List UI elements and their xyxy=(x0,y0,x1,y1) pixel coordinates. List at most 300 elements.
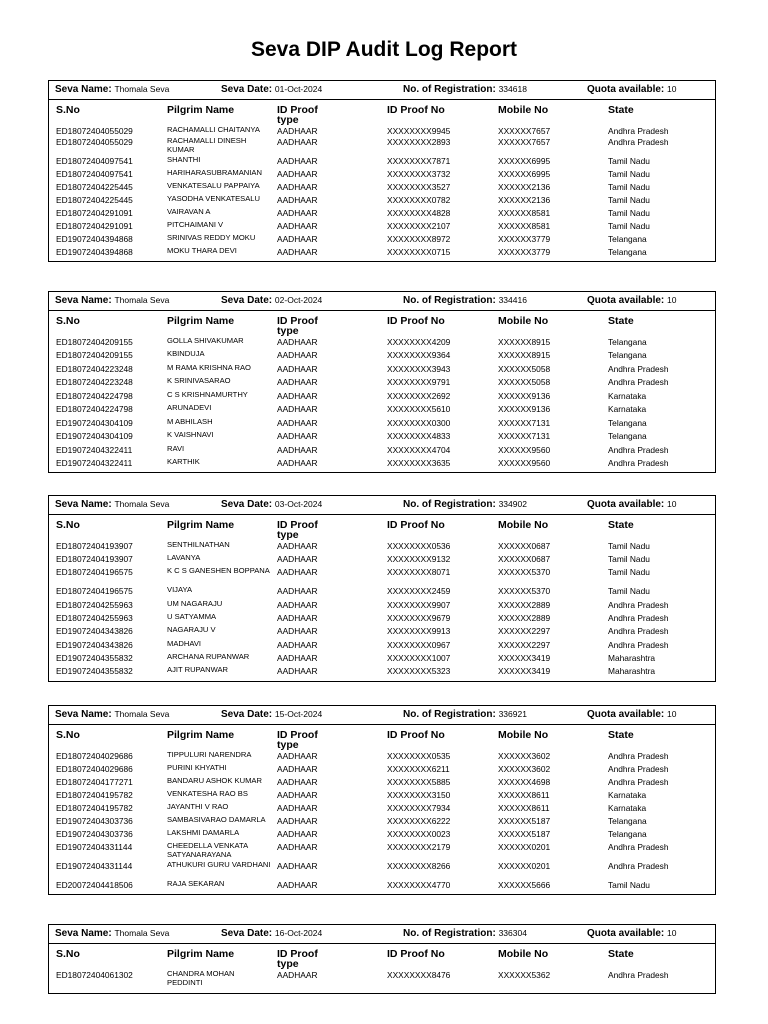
table-cell: XXXXXXXX3635 xyxy=(387,458,451,468)
table-cell: JAYANTHI V RAO xyxy=(167,802,229,811)
seva-header xyxy=(49,292,715,311)
table-cell: ED18072404029686 xyxy=(56,764,133,774)
table-cell: XXXXXX3419 xyxy=(498,653,551,663)
column-header: S.No xyxy=(56,315,80,327)
table-cell: ED18072404193907 xyxy=(56,541,133,551)
column-header: Mobile No xyxy=(498,519,549,531)
seva-block xyxy=(48,291,716,473)
table-cell: XXXXXX2297 xyxy=(498,640,551,650)
table-cell: XXXXXXXX3732 xyxy=(387,169,451,179)
table-cell: AADHAAR xyxy=(277,600,318,610)
table-cell: XXXXXXXX0535 xyxy=(387,751,451,761)
table-cell: Andhra Pradesh xyxy=(608,777,669,787)
table-cell: AADHAAR xyxy=(277,418,318,428)
registration-count xyxy=(403,295,527,306)
table-cell: XXXXXXXX4209 xyxy=(387,337,451,347)
table-cell: XXXXXXXX3943 xyxy=(387,364,451,374)
seva-name-value: Thomala Seva xyxy=(114,499,170,509)
table-cell: XXXXXXXX9791 xyxy=(387,377,451,387)
seva-date-value: 02-Oct-2024 xyxy=(274,295,323,305)
table-cell: XXXXXXXX2459 xyxy=(387,586,451,596)
seva-block xyxy=(48,80,716,262)
table-cell: XXXXXX2889 xyxy=(498,600,551,610)
seva-date-label: Seva Date: xyxy=(221,499,273,510)
column-header: Mobile No xyxy=(498,729,549,741)
table-row xyxy=(49,207,715,220)
seva-date-value: 16-Oct-2024 xyxy=(274,928,323,938)
seva-name-value: Thomala Seva xyxy=(114,928,170,938)
table-cell: Tamil Nadu xyxy=(608,221,650,231)
table-cell: ED18072404055029 xyxy=(56,137,133,147)
table-cell: XXXXXXXX9907 xyxy=(387,600,451,610)
table-cell: AADHAAR xyxy=(277,350,318,360)
table-cell: ED18072404196575 xyxy=(56,586,133,596)
seva-date xyxy=(221,928,322,939)
table-cell: ATHUKURI GURU VARDHANI xyxy=(167,860,271,869)
table-cell: MOKU THARA DEVI xyxy=(167,246,237,255)
registration-count xyxy=(403,499,527,510)
table-cell: ED18072404055029 xyxy=(56,126,133,136)
table-cell: XXXXXXXX4770 xyxy=(387,880,451,890)
table-cell: Karnataka xyxy=(608,404,647,414)
table-cell: XXXXXXXX9945 xyxy=(387,126,451,136)
table-cell: XXXXXXXX8071 xyxy=(387,567,451,577)
table-cell: ED19072404355832 xyxy=(56,666,133,676)
table-cell: ED18072404255963 xyxy=(56,600,133,610)
table-cell: AADHAAR xyxy=(277,221,318,231)
seva-name-value: Thomala Seva xyxy=(114,295,170,305)
table-cell: Andhra Pradesh xyxy=(608,764,669,774)
table-cell: XXXXXXXX9913 xyxy=(387,626,451,636)
registration-count-value: 334618 xyxy=(498,84,527,94)
column-header: S.No xyxy=(56,948,80,960)
table-cell: ED19072404322411 xyxy=(56,445,133,455)
table-cell: Tamil Nadu xyxy=(608,182,650,192)
column-header: ID Proof No xyxy=(387,315,445,327)
seva-date-label: Seva Date: xyxy=(221,84,273,95)
table-cell: SENTHILNATHAN xyxy=(167,540,230,549)
table-cell: Andhra Pradesh xyxy=(608,126,669,136)
table-cell: RACHAMALLI DINESH KUMAR xyxy=(167,136,247,154)
table-cell: ARUNADEVI xyxy=(167,403,212,412)
table-cell: Telangana xyxy=(608,247,647,257)
table-cell: K VAISHNAVI xyxy=(167,430,214,439)
table-cell: XXXXXX5370 xyxy=(498,567,551,577)
table-row xyxy=(49,390,715,403)
table-row xyxy=(49,599,715,612)
table-cell: ED18072404224798 xyxy=(56,391,133,401)
table-cell: Maharashtra xyxy=(608,653,656,663)
table-cell: RACHAMALLI CHAITANYA xyxy=(167,125,260,134)
table-cell: AADHAAR xyxy=(277,137,318,147)
column-header: State xyxy=(608,519,634,531)
table-cell: Andhra Pradesh xyxy=(608,445,669,455)
table-cell: ED18072404225445 xyxy=(56,195,133,205)
table-cell: M ABHILASH xyxy=(167,417,213,426)
table-cell: ED18072404291091 xyxy=(56,221,133,231)
quota-available xyxy=(587,928,677,939)
table-row xyxy=(49,136,715,155)
column-header: ID Proof type xyxy=(277,729,318,751)
table-cell: RAJA SEKARAN xyxy=(167,879,225,888)
table-row xyxy=(49,802,715,815)
table-cell: XXXXXX6995 xyxy=(498,156,551,166)
table-cell: AADHAAR xyxy=(277,541,318,551)
table-cell: XXXXXX4698 xyxy=(498,777,551,787)
table-cell: AADHAAR xyxy=(277,169,318,179)
table-cell: ED18072404255963 xyxy=(56,613,133,623)
column-header: S.No xyxy=(56,519,80,531)
table-cell: Andhra Pradesh xyxy=(608,626,669,636)
table-cell: XXXXXXXX2893 xyxy=(387,137,451,147)
table-cell: VENKATESALU PAPPAIYA xyxy=(167,181,260,190)
table-cell: BANDARU ASHOK KUMAR xyxy=(167,776,262,785)
seva-date-label: Seva Date: xyxy=(221,709,273,720)
table-cell: U SATYAMMA xyxy=(167,612,217,621)
table-row xyxy=(49,639,715,652)
table-cell: AJIT RUPANWAR xyxy=(167,665,229,674)
table-cell: XXXXXX7657 xyxy=(498,126,551,136)
table-cell: Andhra Pradesh xyxy=(608,640,669,650)
seva-date-label: Seva Date: xyxy=(221,295,273,306)
table-cell: LAVANYA xyxy=(167,553,201,562)
table-cell: AADHAAR xyxy=(277,842,318,852)
table-cell: XXXXXX3602 xyxy=(498,764,551,774)
table-cell: AADHAAR xyxy=(277,445,318,455)
seva-name-label: Seva Name: xyxy=(55,499,112,510)
column-header: ID Proof type xyxy=(277,519,318,541)
table-cell: AADHAAR xyxy=(277,666,318,676)
table-cell: XXXXXXXX0967 xyxy=(387,640,451,650)
table-cell: XXXXXXXX8972 xyxy=(387,234,451,244)
table-cell: ED19072404322411 xyxy=(56,458,133,468)
table-cell: KARTHIK xyxy=(167,457,200,466)
table-cell: AADHAAR xyxy=(277,764,318,774)
report-title: Seva DIP Audit Log Report xyxy=(250,38,518,61)
quota-available xyxy=(587,499,677,510)
column-header-row xyxy=(49,515,715,540)
table-cell: SAMBASIVARAO DAMARLA xyxy=(167,815,266,824)
table-cell: AADHAAR xyxy=(277,234,318,244)
table-cell: HARIHARASUBRAMANIAN xyxy=(167,168,262,177)
table-cell: ED18072404061302 xyxy=(56,970,133,980)
table-cell: XXXXXX8581 xyxy=(498,208,551,218)
table-cell: LAKSHMI DAMARLA xyxy=(167,828,240,837)
registration-count-value: 336304 xyxy=(498,928,527,938)
table-cell: PITCHAIMANI V xyxy=(167,220,224,229)
column-header: State xyxy=(608,948,634,960)
registration-count-label: No. of Registration: xyxy=(403,84,496,95)
table-cell: ED19072404394868 xyxy=(56,234,133,244)
table-cell: Telangana xyxy=(608,829,647,839)
table-cell: ED18072404097541 xyxy=(56,156,133,166)
table-cell: ED18072404177271 xyxy=(56,777,133,787)
table-cell: Tamil Nadu xyxy=(608,567,650,577)
table-cell: YASODHA VENKATESALU xyxy=(167,194,260,203)
table-row xyxy=(49,246,715,259)
table-cell: AADHAAR xyxy=(277,751,318,761)
table-cell: XXXXXX8915 xyxy=(498,337,551,347)
table-cell: AADHAAR xyxy=(277,364,318,374)
table-cell: ED19072404331144 xyxy=(56,861,133,871)
table-cell: ED18072404224798 xyxy=(56,404,133,414)
column-header-row xyxy=(49,725,715,750)
column-header: Pilgrim Name xyxy=(167,948,235,960)
table-cell: XXXXXX8611 xyxy=(498,803,550,813)
registration-count xyxy=(403,709,527,720)
table-cell: Tamil Nadu xyxy=(608,554,650,564)
table-cell: Andhra Pradesh xyxy=(608,364,669,374)
registration-count-label: No. of Registration: xyxy=(403,928,496,939)
table-cell: AADHAAR xyxy=(277,803,318,813)
quota-available-value: 10 xyxy=(667,928,677,938)
table-cell: AADHAAR xyxy=(277,156,318,166)
table-cell: Telangana xyxy=(608,816,647,826)
table-cell: ED18072404195782 xyxy=(56,790,133,800)
table-cell: XXXXXX5666 xyxy=(498,880,551,890)
table-cell: Karnataka xyxy=(608,803,647,813)
table-cell: ED18072404223248 xyxy=(56,377,133,387)
table-cell: XXXXXXXX6211 xyxy=(387,764,450,774)
seva-date-label: Seva Date: xyxy=(221,928,273,939)
registration-count-label: No. of Registration: xyxy=(403,709,496,720)
table-row xyxy=(49,457,715,470)
table-cell: XXXXXXXX6222 xyxy=(387,816,451,826)
table-cell: XXXXXX0201 xyxy=(498,842,551,852)
table-cell: XXXXXXXX7871 xyxy=(387,156,451,166)
table-cell: VENKATESHA RAO BS xyxy=(167,789,248,798)
table-cell: XXXXXXXX9132 xyxy=(387,554,451,564)
table-row xyxy=(49,233,715,246)
table-cell: AADHAAR xyxy=(277,431,318,441)
table-cell: AADHAAR xyxy=(277,126,318,136)
seva-name-label: Seva Name: xyxy=(55,928,112,939)
table-cell: AADHAAR xyxy=(277,790,318,800)
column-header: State xyxy=(608,104,634,116)
column-header: Mobile No xyxy=(498,948,549,960)
column-header-row xyxy=(49,944,715,969)
table-cell: AADHAAR xyxy=(277,337,318,347)
quota-available-label: Quota available: xyxy=(587,709,665,720)
table-cell: AADHAAR xyxy=(277,586,318,596)
seva-name xyxy=(55,928,169,939)
column-header-row xyxy=(49,311,715,336)
table-cell: XXXXXX8915 xyxy=(498,350,551,360)
table-cell: XXXXXX3779 xyxy=(498,247,551,257)
table-row xyxy=(49,612,715,625)
column-header: Mobile No xyxy=(498,315,549,327)
table-cell: ED19072404394868 xyxy=(56,247,133,257)
seva-block xyxy=(48,924,716,994)
table-cell: Telangana xyxy=(608,350,647,360)
table-cell: ED18072404029686 xyxy=(56,751,133,761)
table-cell: AADHAAR xyxy=(277,970,318,980)
table-row xyxy=(49,349,715,363)
table-cell: AADHAAR xyxy=(277,829,318,839)
table-cell: Tamil Nadu xyxy=(608,586,650,596)
table-row xyxy=(49,444,715,457)
quota-available-value: 10 xyxy=(667,709,677,719)
column-header: S.No xyxy=(56,104,80,116)
table-cell: XXXXXXXX7934 xyxy=(387,803,451,813)
quota-available-value: 10 xyxy=(667,499,677,509)
table-cell: XXXXXXXX0715 xyxy=(387,247,451,257)
table-cell: RAVI xyxy=(167,444,185,453)
table-cell: AADHAAR xyxy=(277,567,318,577)
table-cell: XXXXXX7131 xyxy=(498,431,551,441)
table-cell: PURINI KHYATHI xyxy=(167,763,227,772)
table-cell: K C S GANESHEN BOPPANA xyxy=(167,566,270,575)
table-row xyxy=(49,168,715,181)
table-cell: ED18072404223248 xyxy=(56,364,133,374)
seva-header xyxy=(49,706,715,725)
seva-block xyxy=(48,705,716,895)
table-cell: XXXXXXXX5885 xyxy=(387,777,451,787)
table-cell: Tamil Nadu xyxy=(608,156,650,166)
table-cell: XXXXXXXX4828 xyxy=(387,208,451,218)
seva-block xyxy=(48,495,716,682)
table-cell: XXXXXXXX5610 xyxy=(387,404,451,414)
table-cell: K SRINIVASARAO xyxy=(167,376,231,385)
quota-available xyxy=(587,84,677,95)
table-row xyxy=(49,125,715,136)
seva-date xyxy=(221,709,322,720)
table-cell: VAIRAVAN A xyxy=(167,207,211,216)
table-cell: Andhra Pradesh xyxy=(608,377,669,387)
table-cell: C S KRISHNAMURTHY xyxy=(167,390,248,399)
table-cell: VIJAYA xyxy=(167,585,193,594)
table-cell: XXXXXX8611 xyxy=(498,790,550,800)
table-cell: XXXXXX9560 xyxy=(498,458,551,468)
table-row xyxy=(49,585,715,599)
column-header: State xyxy=(608,315,634,327)
registration-count xyxy=(403,84,527,95)
table-cell: ED19072404304109 xyxy=(56,418,133,428)
table-cell: AADHAAR xyxy=(277,404,318,414)
seva-date-value: 03-Oct-2024 xyxy=(274,499,323,509)
column-header: State xyxy=(608,729,634,741)
column-header: Mobile No xyxy=(498,104,549,116)
seva-name-value: Thomala Seva xyxy=(114,84,170,94)
table-cell: XXXXXXXX0300 xyxy=(387,418,451,428)
table-cell: AADHAAR xyxy=(277,613,318,623)
table-cell: XXXXXX3419 xyxy=(498,666,551,676)
table-row xyxy=(49,553,715,566)
table-cell: KBINDUJA xyxy=(167,349,205,358)
table-cell: XXXXXX3602 xyxy=(498,751,551,761)
seva-name xyxy=(55,84,169,95)
seva-name xyxy=(55,709,169,720)
table-cell: ED19072404304109 xyxy=(56,431,133,441)
table-cell: Andhra Pradesh xyxy=(608,613,669,623)
table-cell: XXXXXXXX8476 xyxy=(387,970,451,980)
table-cell: Andhra Pradesh xyxy=(608,137,669,147)
table-cell: XXXXXXXX5323 xyxy=(387,666,451,676)
table-cell: ED18072404195782 xyxy=(56,803,133,813)
column-header: ID Proof No xyxy=(387,729,445,741)
table-cell: ED19072404343826 xyxy=(56,640,133,650)
table-cell: XXXXXX9136 xyxy=(498,404,551,414)
table-cell: XXXXXXXX0536 xyxy=(387,541,451,551)
table-row xyxy=(49,776,715,789)
column-header: ID Proof No xyxy=(387,519,445,531)
quota-available xyxy=(587,295,677,306)
table-cell: AADHAAR xyxy=(277,640,318,650)
column-header: ID Proof type xyxy=(277,315,318,337)
table-cell: AADHAAR xyxy=(277,816,318,826)
table-cell: MADHAVI xyxy=(167,639,202,648)
table-cell: SHANTHI xyxy=(167,155,201,164)
quota-available-label: Quota available: xyxy=(587,499,665,510)
table-cell: XXXXXXXX9364 xyxy=(387,350,451,360)
table-row xyxy=(49,336,715,349)
table-cell: XXXXXX5058 xyxy=(498,364,551,374)
table-cell: AADHAAR xyxy=(277,554,318,564)
table-cell: AADHAAR xyxy=(277,182,318,192)
table-cell: ED18072404209155 xyxy=(56,337,133,347)
table-cell: ED19072404355832 xyxy=(56,653,133,663)
table-cell: XXXXXX0201 xyxy=(498,861,551,871)
table-cell: XXXXXX5362 xyxy=(498,970,551,980)
table-cell: AADHAAR xyxy=(277,653,318,663)
table-cell: XXXXXX2136 xyxy=(498,182,551,192)
table-row xyxy=(49,625,715,639)
table-cell: AADHAAR xyxy=(277,195,318,205)
table-cell: XXXXXX7657 xyxy=(498,137,551,147)
table-cell: AADHAAR xyxy=(277,861,318,871)
quota-available-label: Quota available: xyxy=(587,295,665,306)
column-header: ID Proof No xyxy=(387,104,445,116)
table-cell: CHEEDELLA VENKATA SATYANARAYANA xyxy=(167,841,248,859)
quota-available xyxy=(587,709,677,720)
table-cell: XXXXXX2297 xyxy=(498,626,551,636)
table-cell: XXXXXXXX2179 xyxy=(387,842,451,852)
table-cell: AADHAAR xyxy=(277,247,318,257)
table-cell: Telangana xyxy=(608,234,647,244)
table-cell: Tamil Nadu xyxy=(608,541,650,551)
seva-header xyxy=(49,925,715,944)
table-cell: Telangana xyxy=(608,431,647,441)
seva-header xyxy=(49,496,715,515)
table-cell: XXXXXX2889 xyxy=(498,613,551,623)
registration-count-value: 334902 xyxy=(498,499,527,509)
table-cell: XXXXXX5058 xyxy=(498,377,551,387)
table-row xyxy=(49,363,715,376)
table-cell: ED19072404303736 xyxy=(56,816,133,826)
table-row xyxy=(49,155,715,168)
table-cell: Karnataka xyxy=(608,790,647,800)
table-cell: XXXXXX5187 xyxy=(498,816,551,826)
table-cell: M RAMA KRISHNA RAO xyxy=(167,363,251,372)
table-cell: GOLLA SHIVAKUMAR xyxy=(167,336,244,345)
table-cell: UM NAGARAJU xyxy=(167,599,223,608)
table-cell: XXXXXX3779 xyxy=(498,234,551,244)
table-cell: ED18072404209155 xyxy=(56,350,133,360)
table-cell: ED19072404343826 xyxy=(56,626,133,636)
table-row xyxy=(49,430,715,444)
table-row xyxy=(49,540,715,553)
table-cell: AADHAAR xyxy=(277,880,318,890)
table-row xyxy=(49,220,715,233)
registration-count-value: 336921 xyxy=(498,709,527,719)
table-cell: XXXXXX8581 xyxy=(498,221,551,231)
table-cell: AADHAAR xyxy=(277,626,318,636)
table-cell: XXXXXX9560 xyxy=(498,445,551,455)
table-cell: ED18072404225445 xyxy=(56,182,133,192)
column-header: Pilgrim Name xyxy=(167,519,235,531)
table-cell: SRINIVAS REDDY MOKU xyxy=(167,233,256,242)
table-cell: Andhra Pradesh xyxy=(608,600,669,610)
